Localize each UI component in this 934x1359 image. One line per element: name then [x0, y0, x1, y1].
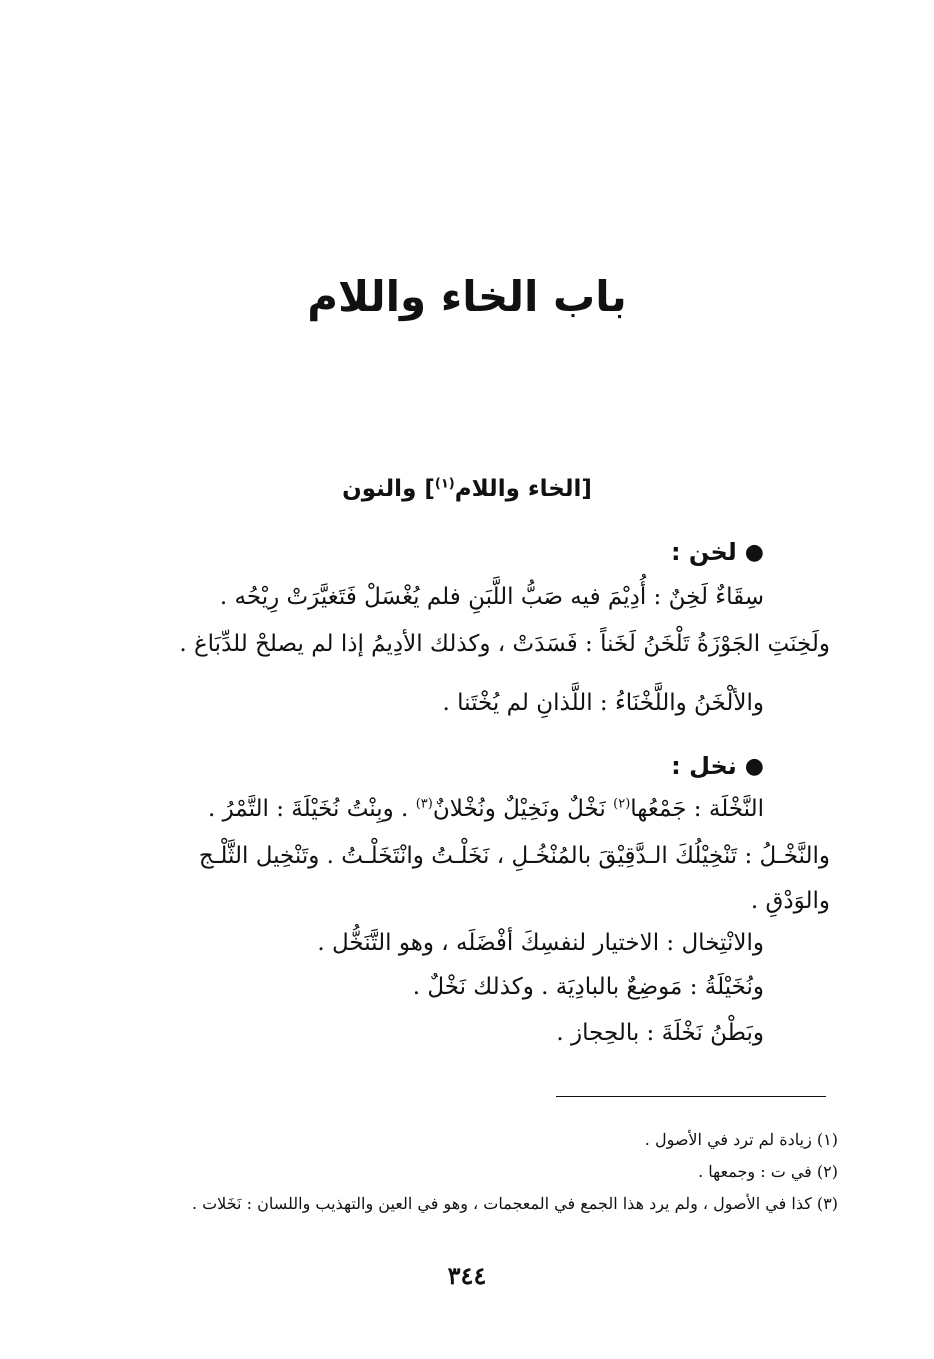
footnote-1: (١) زيادة لم ترد في الأصول . — [644, 1130, 838, 1149]
headword: لخن : — [670, 538, 737, 566]
entry-line: وبَطْنُ نَخْلَةَ : بالحِجاز . — [556, 1020, 764, 1046]
entry-line — [208, 796, 764, 822]
entry-head-lkhn — [671, 538, 764, 566]
entry-line: والانْتِخال : الاختيار لنفسِكَ أفْضَلَه ، وهو التَّنَخُّل . — [317, 930, 764, 956]
entry-line: والوَدْقِ . — [750, 888, 830, 914]
entry-line: والنَّخْـلُ : تَنْخِيْلُكَ الـدَّقِيْقَ بالمُنْخُـلِ ، نَخَلْـتُ وانْتَخَلْـتُ . وتَنْخِيل الثَّلْـج — [198, 843, 830, 869]
entry-line: سِقَاءٌ لَخِنٌ : أُدِيْمَ فيه صَبُّ اللَّبَنِ فلم يُغْسَلْ فَتَغيَّرَتْ رِيْحُه . — [219, 584, 764, 610]
entry-line: والألْخَنُ واللَّخْنَاءُ : اللَّذانِ لم يُخْتَنا . — [442, 690, 764, 716]
headword: نخل : — [671, 752, 737, 780]
bullet-icon: ● — [744, 753, 764, 779]
footnote-3: (٣) كذا في الأصول ، ولم يرد هذا الجمع في المعجمات ، وهو في العين والتهذيب واللسان : نَخَلات . — [191, 1194, 838, 1213]
text-span: النَّخْلَة : جَمْعُها — [630, 796, 764, 822]
section-title — [250, 476, 684, 502]
text-span: . وبِنْتُ نُخَيْلَةَ : التَّمْرُ . — [207, 796, 416, 822]
text-span: نَخْلٌ ونَخِيْلٌ ونُخْلانٌ — [432, 796, 614, 822]
footnote-ref-2: (٢) — [613, 796, 631, 812]
section-title-part-1: [الخاء واللام — [454, 476, 592, 502]
entry-head-nkhl — [671, 752, 764, 780]
footnote-ref-3: (٣) — [415, 796, 433, 812]
chapter-title: باب الخاء واللام — [307, 272, 627, 321]
entry-line: ولَخِنَتِ الجَوْزَةُ تَلْخَنُ لَخَناً : فَسَدَتْ ، وكذلك الأدِيمُ إذا لم يصلحْ للدِّبَاغ . — [179, 631, 830, 657]
footnote-ref-1: (١) — [434, 476, 455, 492]
page-number: ٣٤٤ — [447, 1261, 487, 1290]
entry-line: ونُخَيْلَةُ : مَوضِعٌ بالبادِيَة . وكذلك نَخْلٌ . — [412, 974, 764, 1000]
section-title-part-2: ] والنون — [342, 476, 435, 502]
bullet-icon: ● — [744, 539, 764, 565]
footnote-divider — [556, 1096, 826, 1097]
footnote-2: (٢) في ت : وجمعها . — [698, 1162, 838, 1181]
